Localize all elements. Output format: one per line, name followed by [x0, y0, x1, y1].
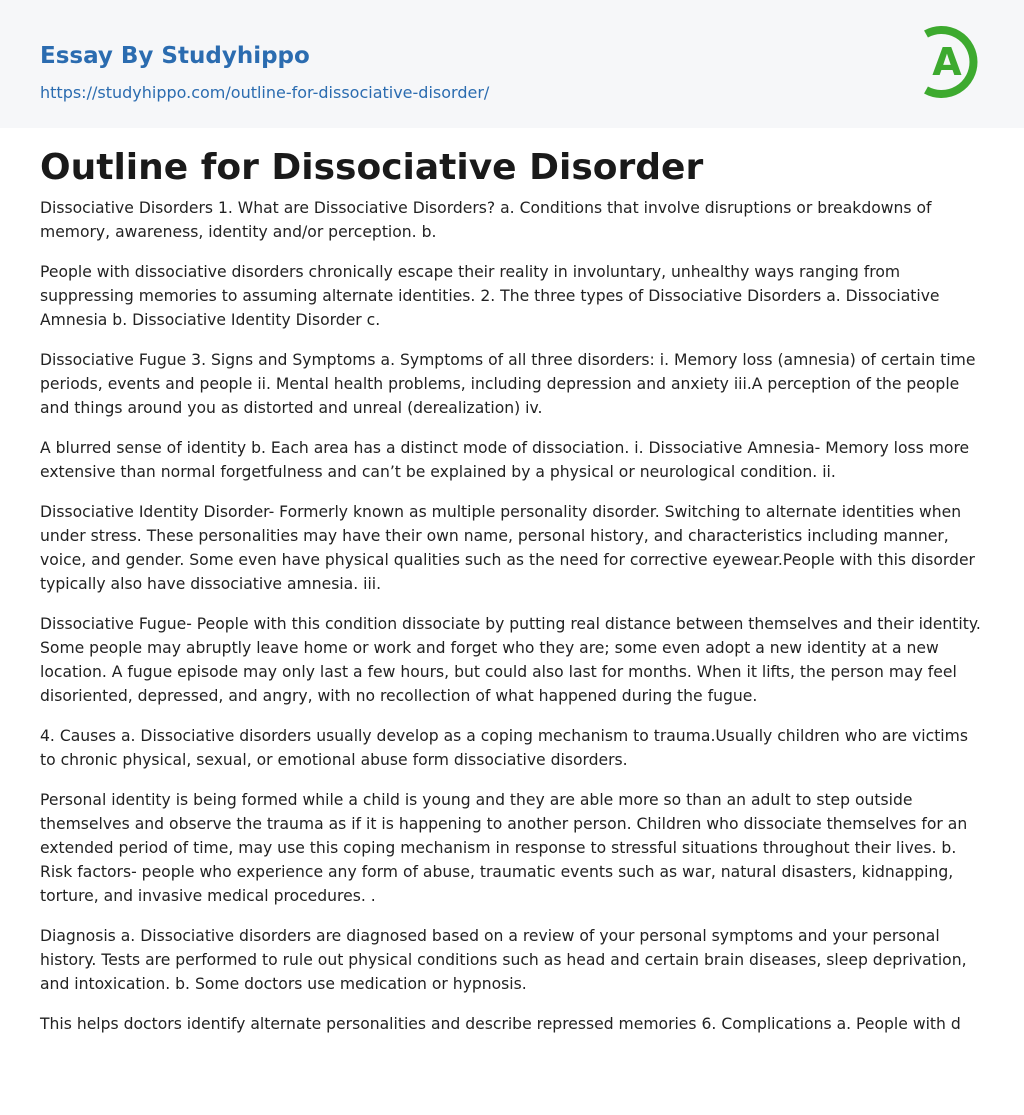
paragraph: Dissociative Fugue- People with this condition dissociate by putting real distance between themselves and their identity. Some people may abruptly leave home or work and forget who they are; some even adopt a new identity at a new location. A fugue episode may only last a few hours, but could also last for months. When it lifts, the person may feel disoriented, depressed, and angry, with no recollection of what happened during the fugue.: [40, 615, 981, 705]
paragraph: Personal identity is being formed while a child is young and they are able more so than an adult to step outside themselves and observe the trauma as if it is happening to another person. Children who dissociate themselves for an extended period of time, may use this coping mechanism in response to stressful situations throughout their lives. b. Risk factors- people who experience any form of abuse, traumatic events such as war, natural disasters, kidnapping, torture, and invasive medical procedures. .: [40, 791, 968, 905]
paragraph: This helps doctors identify alternate personalities and describe repressed memories 6. Complications a. People with d: [40, 1015, 961, 1033]
source-url-link[interactable]: https://studyhippo.com/outline-for-dissociative-disorder/: [40, 83, 490, 102]
paragraph: Dissociative Fugue 3. Signs and Symptoms a. Symptoms of all three disorders: i. Memory loss (amnesia) of certain time periods, events and people ii. Mental health problems, including depression and anxiety iii.A perception of the people and things around you as distorted and unreal (derealization) iv.: [40, 351, 976, 417]
studyhippo-logo-icon[interactable]: [914, 18, 986, 106]
paragraph: Dissociative Identity Disorder- Formerly known as multiple personality disorder. Switching to alternate identities when under stress. These personalities may have their own name, personal history, and characteristics including manner, voice, and gender. Some even have physical qualities such as the need for corrective eyewear.People with this disorder typically also have dissociative amnesia. iii.: [40, 503, 975, 593]
paragraph: Dissociative Disorders 1. What are Dissociative Disorders? a. Conditions that involve disruptions or breakdowns of memory, awareness, identity and/or perception. b.: [40, 199, 932, 241]
page-title: Outline for Dissociative Disorder: [40, 147, 704, 188]
paragraph: 4. Causes a. Dissociative disorders usually develop as a coping mechanism to trauma.Usually children who are victims to chronic physical, sexual, or emotional abuse form dissociative disorders.: [40, 727, 968, 769]
paragraph: People with dissociative disorders chronically escape their reality in involuntary, unhealthy ways ranging from suppressing memories to assuming alternate identities. 2. The three types of Dissociative Disorders a. Dissociative Amnesia b. Dissociative Identity Disorder c.: [40, 263, 940, 329]
article-content: [0, 146, 1024, 1036]
site-header: [0, 0, 1024, 128]
paragraph: Diagnosis a. Dissociative disorders are diagnosed based on a review of your personal symptoms and your personal history. Tests are performed to rule out physical conditions such as head and certain brain diseases, sleep deprivation, and intoxication. b. Some doctors use medication or hypnosis.: [40, 927, 967, 993]
logo-letter: A: [932, 40, 962, 84]
paragraph: A blurred sense of identity b. Each area has a distinct mode of dissociation. i. Dissociative Amnesia- Memory loss more extensive than normal forgetfulness and can’t be explained by a physical or neurological condition. ii.: [40, 439, 970, 481]
brand-title[interactable]: Essay By Studyhippo: [40, 43, 310, 69]
